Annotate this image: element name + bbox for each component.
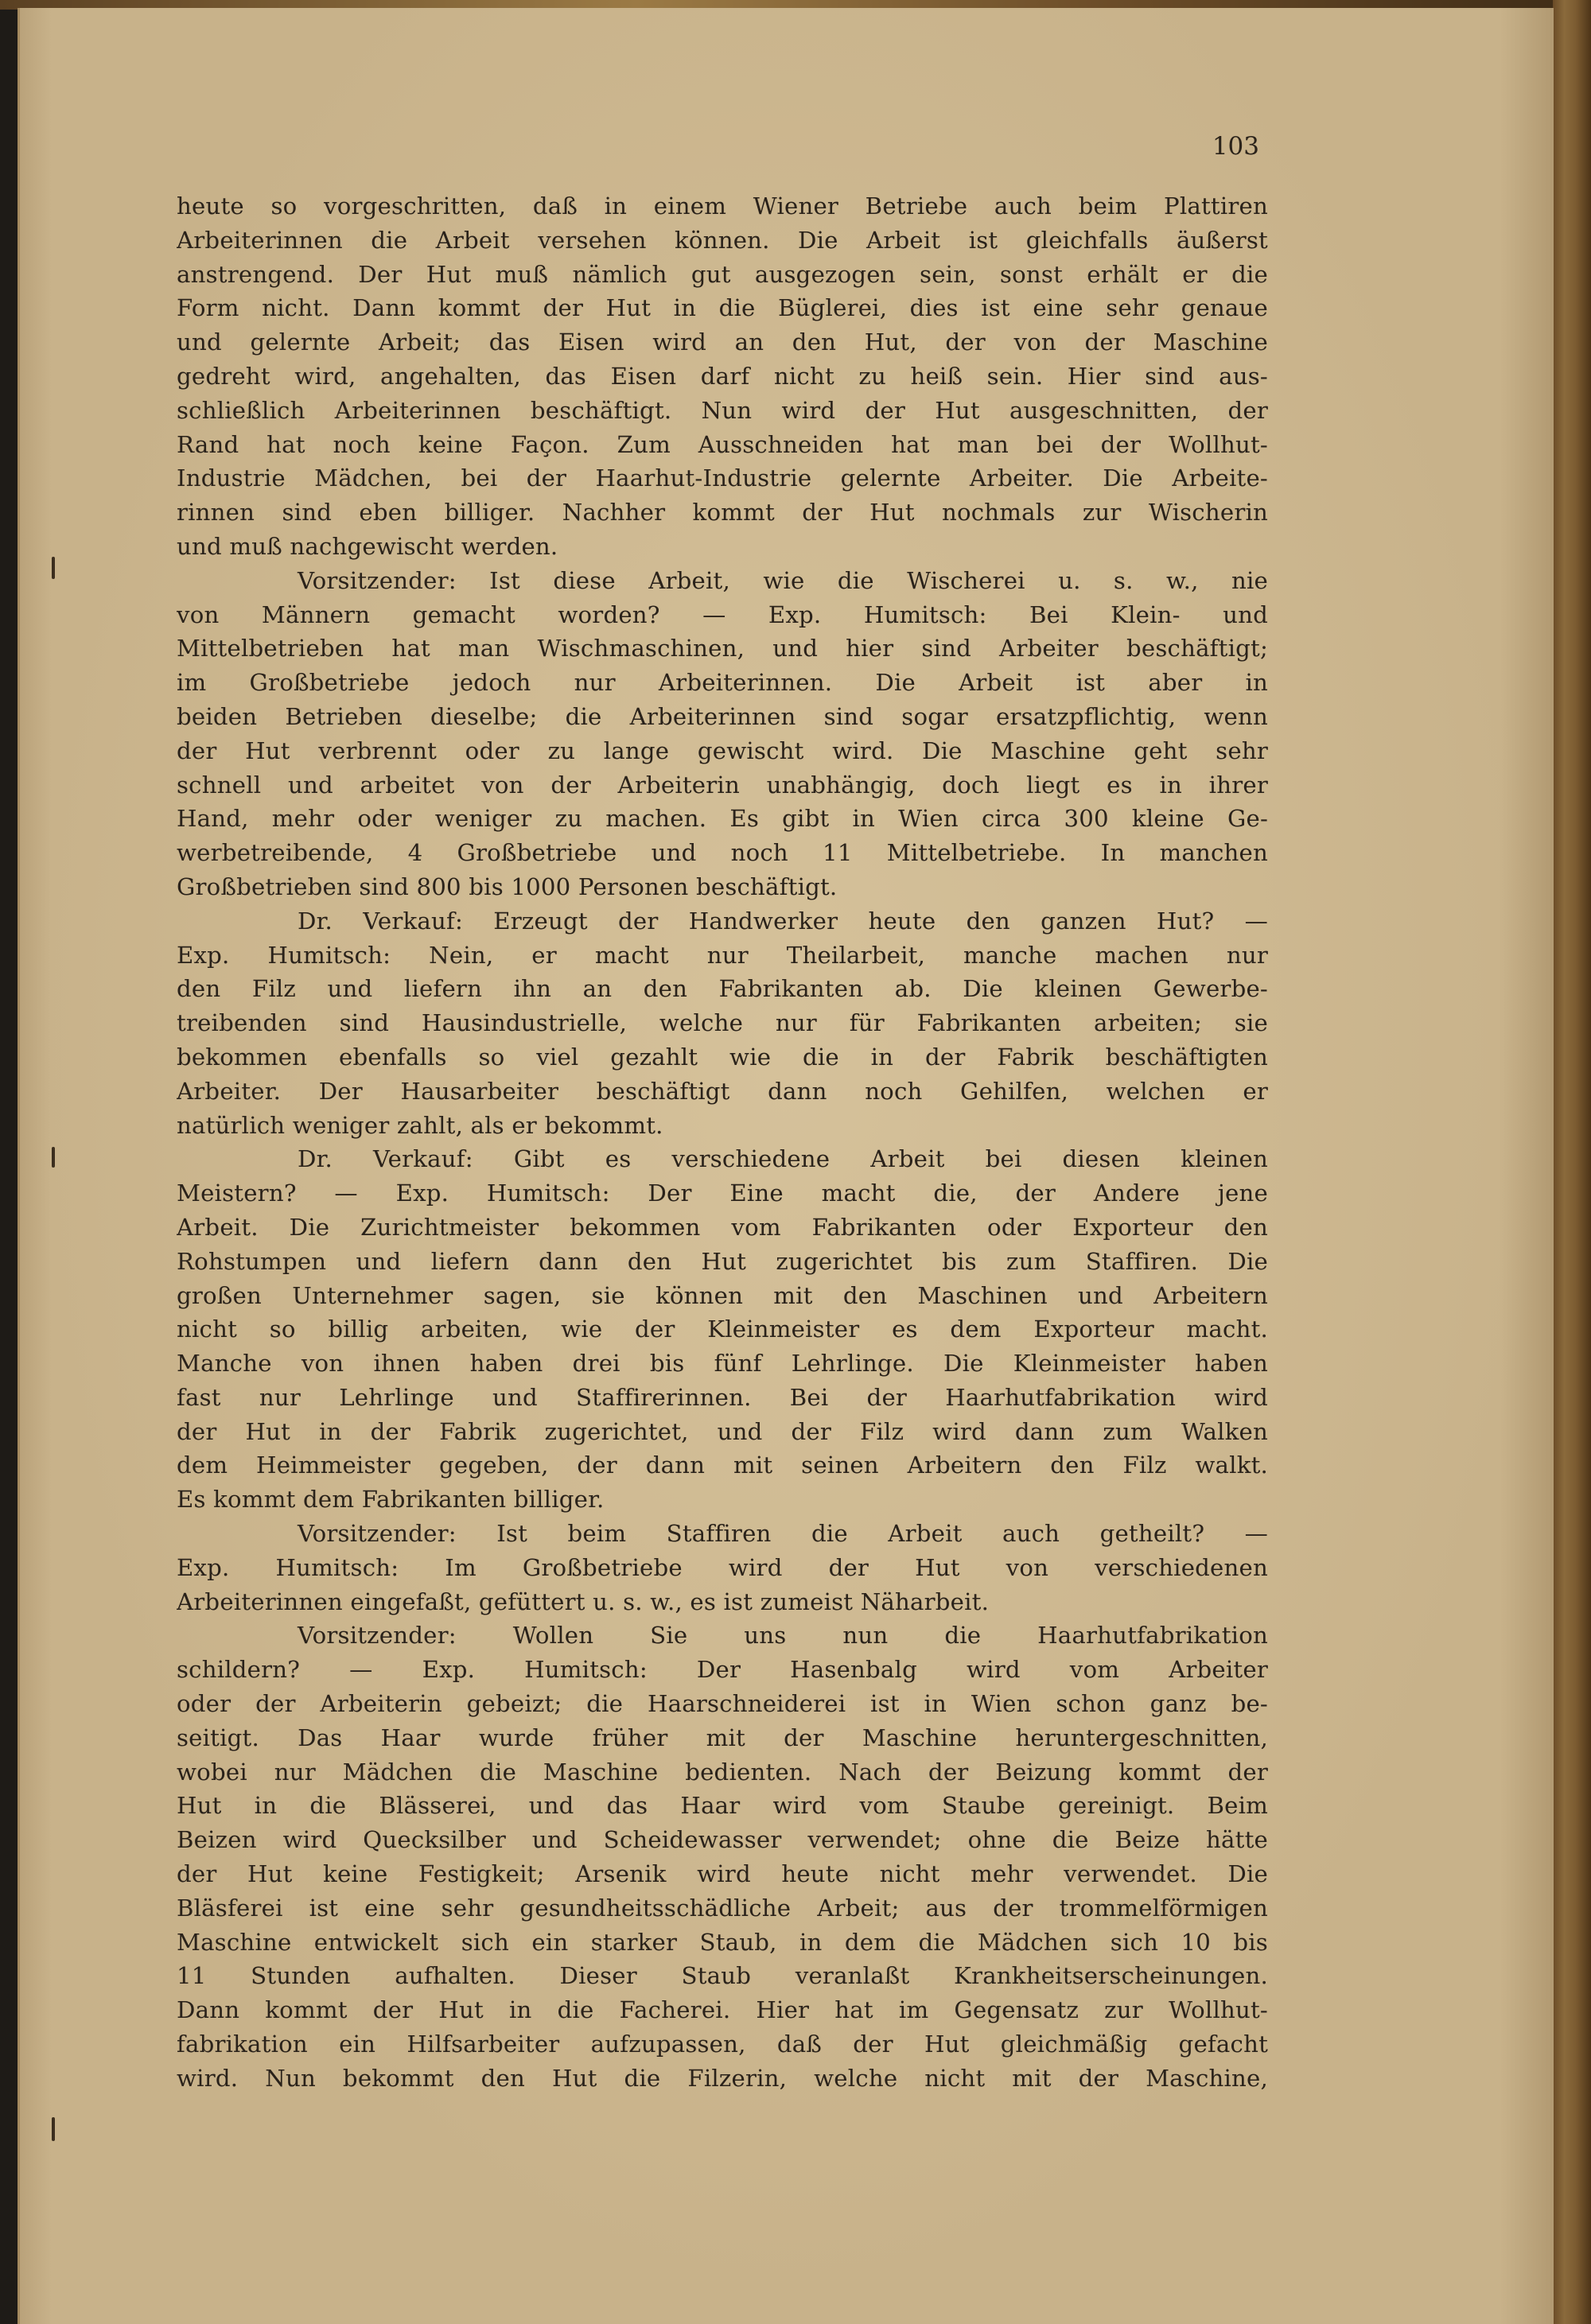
text-line: Dr. Verkauf: Gibt es verschiedene Arbeit bei diesen kleinen: [298, 1145, 1268, 1173]
text-line: der Hut verbrennt oder zu lange gewischt wird. Die Maschine geht sehr: [177, 736, 1268, 764]
text-line: nicht so billig arbeiten, wie der Kleinmeister es dem Exporteur macht.: [177, 1316, 1268, 1343]
text-line: Beizen wird Quecksilber und Scheidewasser verwendet; ohne die Beize hätte: [177, 1826, 1268, 1854]
text-line: Exp. Humitsch: Im Großbetriebe wird der Hut von verschiedenen: [177, 1553, 1268, 1581]
text-line: rinnen sind eben billiger. Nachher kommt der Hut nochmals zur Wischerin: [177, 499, 1268, 527]
margin-mark: [52, 1147, 55, 1168]
text-line: Bläsferei ist eine sehr gesundheitsschädliche Arbeit; aus der trommelförmigen: [177, 1894, 1268, 1922]
text-line: gedreht wird, angehalten, das Eisen darf nicht zu heiß sein. Hier sind aus-: [177, 362, 1268, 390]
text-line: fabrikation ein Hilfsarbeiter aufzupassen, daß der Hut gleichmäßig gefacht: [177, 2031, 1268, 2058]
text-line: Vorsitzender: Wollen Sie uns nun die Haarhutfabrikation: [298, 1622, 1268, 1650]
text-line: Arbeiter. Der Hausarbeiter beschäftigt dann noch Gehilfen, welchen er: [177, 1077, 1268, 1105]
text-line: bekommen ebenfalls so viel gezahlt wie die in der Fabrik beschäftigten: [177, 1043, 1268, 1071]
text-line: Meistern? — Exp. Humitsch: Der Eine macht die, der Andere jene: [177, 1179, 1268, 1207]
text-line: anstrengend. Der Hut muß nämlich gut ausgezogen sein, sonst erhält er die: [177, 260, 1268, 288]
text-line: seitigt. Das Haar wurde früher mit der Maschine heruntergeschnitten,: [177, 1724, 1268, 1751]
text-line: fast nur Lehrlinge und Staffirerinnen. Bei der Haarhutfabrikation wird: [177, 1383, 1268, 1411]
text-line: Maschine entwickelt sich ein starker Staub, in dem die Mädchen sich 10 bis: [177, 1928, 1268, 1956]
body-text: [177, 189, 1268, 2096]
text-line: großen Unternehmer sagen, sie können mit den Maschinen und Arbeitern: [177, 1281, 1268, 1309]
text-line: Es kommt dem Fabrikanten billiger.: [177, 1486, 605, 1514]
text-line: Arbeit. Die Zurichtmeister bekommen vom Fabrikanten oder Exporteur den: [177, 1213, 1268, 1241]
text-line: Rand hat noch keine Façon. Zum Ausschneiden hat man bei der Wollhut-: [177, 430, 1268, 458]
text-line: den Filz und liefern ihn an den Fabrikanten ab. Die kleinen Gewerbe-: [177, 975, 1268, 1003]
text-line: von Männern gemacht worden? — Exp. Humitsch: Bei Klein- und: [177, 600, 1268, 628]
text-line: Großbetrieben sind 800 bis 1000 Personen beschäftigt.: [177, 872, 838, 900]
book-spine-edge: [1553, 0, 1591, 2324]
text-line: wird. Nun bekommt den Hut die Filzerin, welche nicht mit der Maschine,: [177, 2064, 1268, 2092]
text-line: werbetreibende, 4 Großbetriebe und noch 11 Mittelbetriebe. In manchen: [177, 839, 1268, 867]
text-line: Form nicht. Dann kommt der Hut in die Büglerei, dies ist eine sehr genaue: [177, 294, 1268, 322]
margin-mark: [52, 2117, 55, 2141]
text-line: Arbeiterinnen die Arbeit versehen können. Die Arbeit ist gleichfalls äußerst: [177, 226, 1268, 254]
text-line: schildern? — Exp. Humitsch: Der Hasenbalg wird vom Arbeiter: [177, 1656, 1268, 1684]
text-line: Hut in die Blässerei, und das Haar wird vom Staube gereinigt. Beim: [177, 1792, 1268, 1820]
text-line: im Großbetriebe jedoch nur Arbeiterinnen. Die Arbeit ist aber in: [177, 669, 1268, 697]
text-line: Mittelbetrieben hat man Wischmaschinen, und hier sind Arbeiter beschäftigt;: [177, 635, 1268, 663]
text-line: und gelernte Arbeit; das Eisen wird an den Hut, der von der Maschine: [177, 328, 1268, 356]
text-line: wobei nur Mädchen die Maschine bedienten. Nach der Beizung kommt der: [177, 1758, 1268, 1786]
text-line: Industrie Mädchen, bei der Haarhut-Industrie gelernte Arbeiter. Die Arbeite-: [177, 464, 1268, 492]
text-line: Rohstumpen und liefern dann den Hut zugerichtet bis zum Staffiren. Die: [177, 1247, 1268, 1275]
text-line: schließlich Arbeiterinnen beschäftigt. Nun wird der Hut ausgeschnitten, der: [177, 396, 1268, 424]
text-line: und muß nachgewischt werden.: [177, 532, 558, 560]
text-line: der Hut keine Festigkeit; Arsenik wird heute nicht mehr verwendet. Die: [177, 1860, 1268, 1888]
text-line: Arbeiterinnen eingefaßt, gefüttert u. s. w., es ist zumeist Näharbeit.: [177, 1588, 990, 1615]
text-line: Exp. Humitsch: Nein, er macht nur Theilarbeit, manche machen nur: [177, 941, 1268, 969]
page-number: 103: [1212, 132, 1259, 161]
text-line: Vorsitzender: Ist diese Arbeit, wie die Wischerei u. s. w., nie: [298, 566, 1268, 594]
text-line: Manche von ihnen haben drei bis fünf Lehrlinge. Die Kleinmeister haben: [177, 1350, 1268, 1378]
text-line: Hand, mehr oder weniger zu machen. Es gibt in Wien circa 300 kleine Ge-: [177, 805, 1268, 833]
text-line: Dann kommt der Hut in die Facherei. Hier hat im Gegensatz zur Wollhut-: [177, 1996, 1268, 2024]
text-line: heute so vorgeschritten, daß in einem Wiener Betriebe auch beim Plattiren: [177, 192, 1268, 220]
text-line: beiden Betrieben dieselbe; die Arbeiterinnen sind sogar ersatzpflichtig, wenn: [177, 702, 1268, 730]
text-line: Vorsitzender: Ist beim Staffiren die Arbeit auch getheilt? —: [298, 1520, 1268, 1548]
text-line: der Hut in der Fabrik zugerichtet, und der Filz wird dann zum Walken: [177, 1417, 1268, 1445]
text-line: natürlich weniger zahlt, als er bekommt.: [177, 1111, 663, 1139]
text-line: Dr. Verkauf: Erzeugt der Handwerker heute den ganzen Hut? —: [298, 907, 1268, 935]
text-line: dem Heimmeister gegeben, der dann mit seinen Arbeitern den Filz walkt.: [177, 1452, 1268, 1479]
text-line: schnell und arbeitet von der Arbeiterin unabhängig, doch liegt es in ihrer: [177, 771, 1268, 799]
margin-mark: [52, 557, 55, 579]
text-line: 11 Stunden aufhalten. Dieser Staub veranlaßt Krankheitserscheinungen.: [177, 1962, 1268, 1990]
text-line: oder der Arbeiterin gebeizt; die Haarschneiderei ist in Wien schon ganz be-: [177, 1690, 1268, 1718]
text-line: treibenden sind Hausindustrielle, welche nur für Fabrikanten arbeiten; sie: [177, 1009, 1268, 1037]
